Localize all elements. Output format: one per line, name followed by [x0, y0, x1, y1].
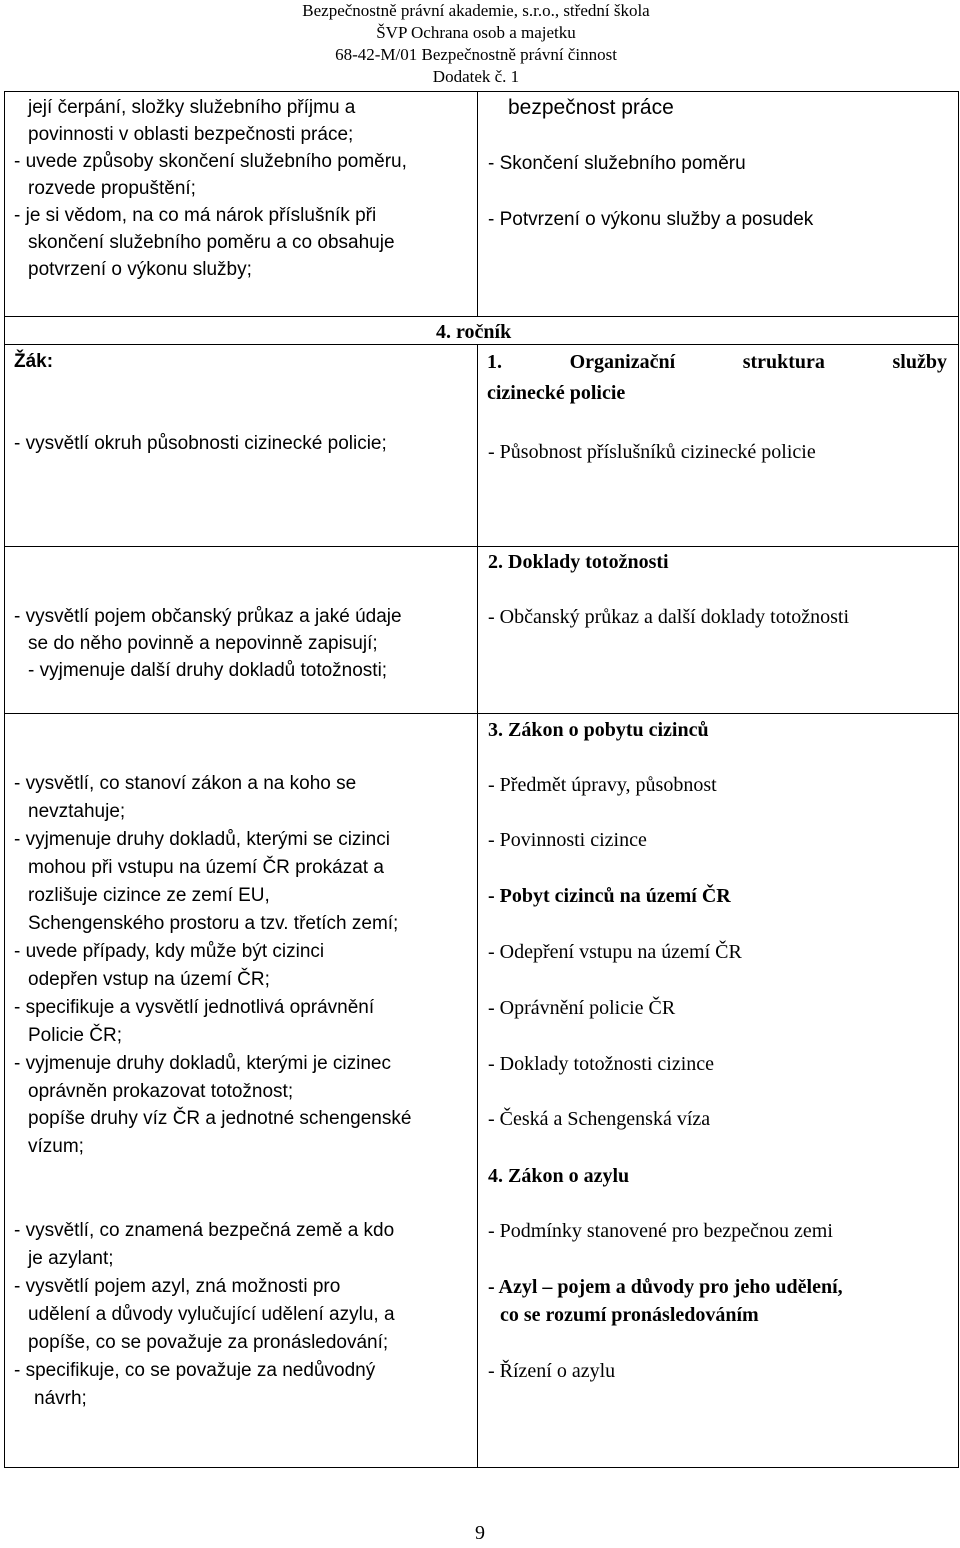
outcome-line: - vyjmenuje další druhy dokladů totožnosti;	[28, 660, 388, 681]
row0-left-line: potvrzení o výkonu služby;	[28, 259, 252, 280]
topic-item: - Občanský průkaz a další doklady totožnosti	[488, 606, 850, 628]
section-title	[487, 348, 947, 376]
outcome-line: - uvede případy, kdy může být cizinci	[14, 941, 325, 962]
title-word: struktura	[742, 351, 825, 373]
outcome-line: návrh;	[34, 1388, 87, 1409]
row0-left-line: povinnosti v oblasti bezpečnosti práce;	[28, 124, 354, 145]
outcome-line: oprávněn prokazovat totožnost;	[28, 1081, 294, 1102]
outcome-line: mohou při vstupu na území ČR prokázat a	[28, 857, 384, 878]
topic-item: - Podmínky stanovené pro bezpečnou zemi	[488, 1220, 833, 1242]
row0-left-line: skončení služebního poměru a co obsahuje	[28, 232, 395, 253]
row0-right-item: - Potvrzení o výkonu služby a posudek	[488, 209, 814, 230]
page-number: 9	[475, 1522, 485, 1544]
document-header	[256, 0, 696, 88]
title-word: Organizační	[569, 351, 676, 373]
grade-heading: 4. ročník	[436, 321, 512, 343]
outcome-line: nevztahuje;	[28, 801, 126, 822]
outcome-line: - vyjmenuje druhy dokladů, kterými je cizinec	[14, 1053, 391, 1074]
topic-item: - Předmět úpravy, působnost	[488, 774, 717, 796]
row0-right-heading: bezpečnost práce	[508, 96, 674, 119]
outcome-line: odepřen vstup na území ČR;	[28, 969, 270, 990]
outcome-line: Schengenského prostoru a tzv. třetích zemí;	[28, 913, 399, 934]
outcome-line: je azylant;	[28, 1248, 114, 1269]
column-divider-top	[477, 91, 478, 317]
section-title-cont: cizinecké policie	[487, 382, 626, 404]
title-word: služby	[892, 351, 947, 373]
outcome-line: - vysvětlí, co znamená bezpečná země a kdo	[14, 1220, 395, 1241]
row0-right-item: - Skončení služebního poměru	[488, 153, 746, 174]
row-divider	[4, 546, 959, 547]
topic-item: - Povinnosti cizince	[488, 829, 647, 851]
outcome-line: - vysvětlí pojem občanský průkaz a jaké údaje	[14, 606, 402, 627]
outcome-line: popíše, co se považuje za pronásledování;	[28, 1332, 389, 1353]
outcome-line: - specifikuje a vysvětlí jednotlivá oprávnění	[14, 997, 375, 1018]
outcome-line: vízum;	[28, 1136, 84, 1157]
topic-item: - Odepření vstupu na území ČR	[488, 941, 742, 963]
header-school: Bezpečnostně právní akademie, s.r.o., střední škola	[302, 1, 650, 20]
outcome-line: rozlišuje cizince ze zemí EU,	[28, 885, 270, 906]
outcome-line: - vysvětlí, co stanoví zákon a na koho se	[14, 773, 357, 794]
outcome-line: - vysvětlí okruh působnosti cizinecké policie;	[14, 433, 387, 454]
outcome-line: Policie ČR;	[28, 1025, 122, 1046]
topic-item: - Řízení o azylu	[488, 1360, 616, 1382]
row0-left-line: - uvede způsoby skončení služebního poměru,	[14, 151, 407, 172]
topic-item-cont: co se rozumí pronásledováním	[500, 1304, 759, 1326]
zak-label: Žák:	[14, 351, 54, 372]
header-addendum: Dodatek č. 1	[432, 67, 520, 86]
section-title: 4. Zákon o azylu	[488, 1165, 630, 1187]
outcome-line: - vysvětlí pojem azyl, zná možnosti pro	[14, 1276, 341, 1297]
topic-item: - Česká a Schengenská víza	[488, 1108, 711, 1130]
column-divider-main	[477, 344, 478, 1468]
row0-left-line: - je si vědom, na co má nárok příslušník při	[14, 205, 377, 226]
section-title: 3. Zákon o pobytu cizinců	[488, 719, 709, 741]
topic-item: - Pobyt cizinců na území ČR	[488, 885, 731, 907]
outcome-line: - vyjmenuje druhy dokladů, kterými se cizinci	[14, 829, 390, 850]
topic-item: - Působnost příslušníků cizinecké policie	[488, 441, 816, 463]
row-divider	[4, 713, 959, 714]
header-program: ŠVP Ochrana osob a majetku	[376, 23, 576, 42]
topic-item: - Azyl – pojem a důvody pro jeho udělení,	[488, 1276, 843, 1298]
title-word: 1.	[487, 351, 502, 373]
row0-left-line: rozvede propuštění;	[28, 178, 196, 199]
outcome-line: - specifikuje, co se považuje za nedůvodný	[14, 1360, 376, 1381]
outcome-line: udělení a důvody vylučující udělení azylu, a	[28, 1304, 395, 1325]
section-title: 2. Doklady totožnosti	[488, 551, 669, 573]
topic-item: - Doklady totožnosti cizince	[488, 1053, 715, 1075]
header-field: 68-42-M/01 Bezpečnostně právní činnost	[335, 45, 617, 64]
outcome-line: popíše druhy víz ČR a jednotné schengenské	[28, 1108, 412, 1129]
topic-item: - Oprávnění policie ČR	[488, 997, 676, 1019]
outcome-line: se do něho povinně a nepovinně zapisují;	[28, 633, 378, 654]
row0-left-line: její čerpání, složky služebního příjmu a	[28, 97, 356, 118]
